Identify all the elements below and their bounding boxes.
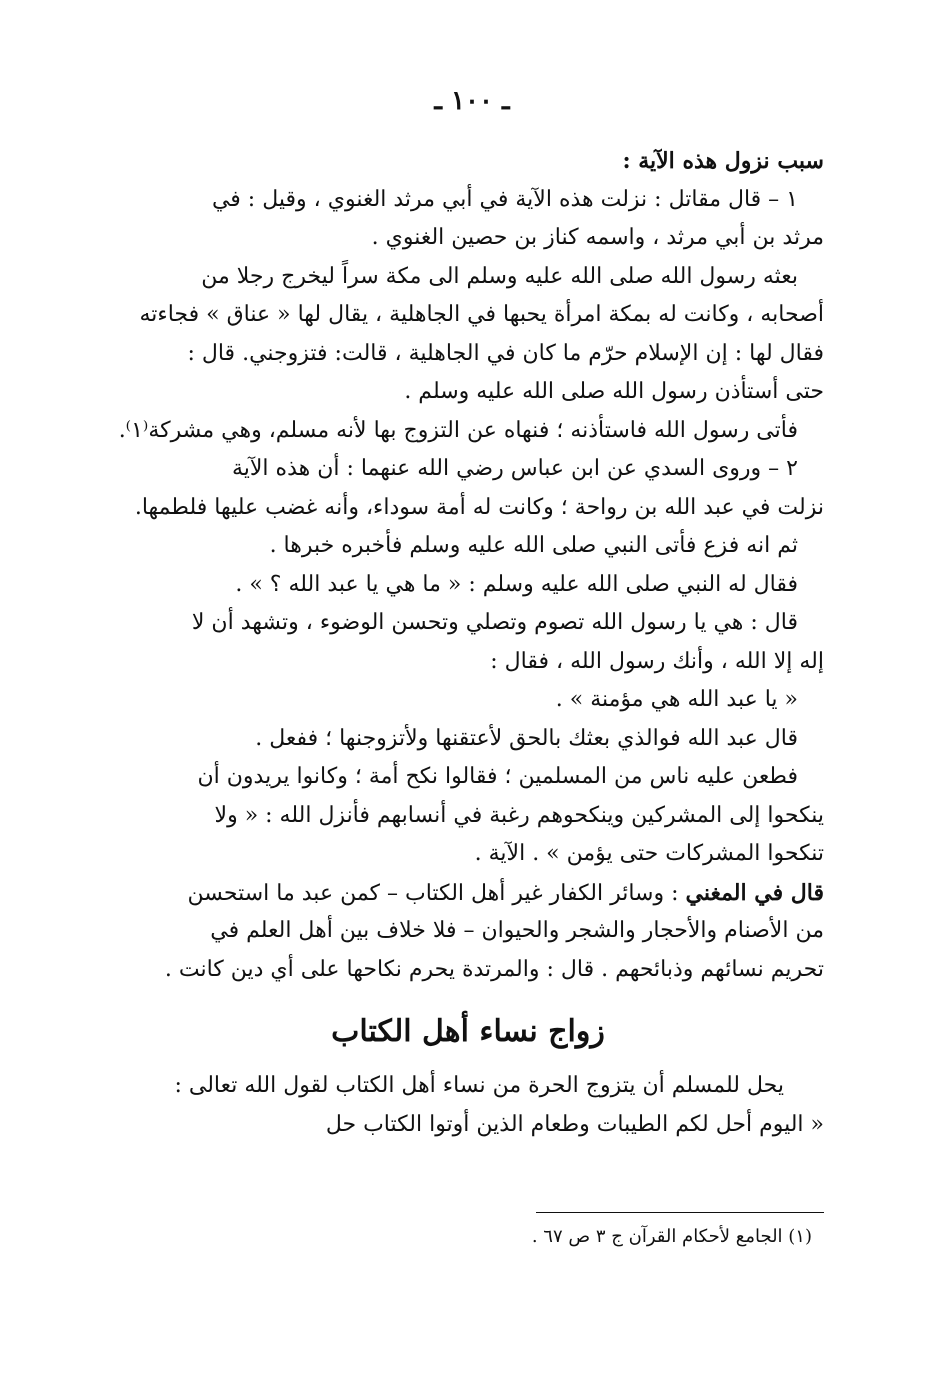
text-line: فطعن عليه ناس من المسلمين ؛ فقالوا نكح أمة ؛ وكانوا يريدون أن [197, 764, 798, 789]
text-line: إله إلا الله ، وأنك رسول الله ، فقال : [490, 648, 824, 674]
text-line: بعثه رسول الله صلى الله عليه وسلم الى مكة سراً ليخرج رجلا من [201, 263, 798, 289]
text-line [112, 874, 824, 913]
section-heading: سبب نزول هذه الآية : [622, 148, 824, 174]
text-line: ثم انه فزع فأتى النبي صلى الله عليه وسلم فأخبره خبرها . [269, 533, 798, 558]
footnote: (١) الجامع لأحكام القرآن ج ٣ ص ٦٧ . [531, 1226, 812, 1247]
text-line: ينكحوا إلى المشركين وينكحوهم رغبة في أنسابهم فأنزل الله : « ولا [214, 802, 824, 828]
text-line: مرثد بن أبي مرثد ، واسمه كناز بن حصين الغنوي . [371, 225, 824, 250]
text-line: قال : هي يا رسول الله تصوم وتصلي وتحسن الوضوء ، وتشهد أن لا [191, 610, 798, 635]
text-line: تحريم نسائهم وذبائحهم . قال : والمرتدة يحرم نكاحها على أي دين كانت . [164, 956, 824, 982]
text-line: فأتى رسول الله فاستأذنه ؛ فنهاه عن التزوج بها لأنه مسلم، وهي مشركة⁽١⁾. [118, 417, 798, 443]
text-line: تنكحوا المشركات حتى يؤمن » . الآية . [474, 841, 824, 866]
quran-verse-line: « اليوم أحل لكم الطيبات وطعام الذين أوتوا الكتاب حل [325, 1111, 824, 1137]
text-line: حتى أستأذن رسول الله صلى الله عليه وسلم . [404, 379, 824, 404]
text-line: قال عبد الله فوالذي بعثك بالحق لأعتقنها ولأتزوجنها ؛ ففعل . [255, 725, 798, 751]
text-line: يحل للمسلم أن يتزوج الحرة من نساء أهل الكتاب لقول الله تعالى : [174, 1073, 784, 1098]
text-line: « يا عبد الله هي مؤمنة » . [555, 687, 798, 712]
text-line: فقال لها : إن الإسلام حرّم ما كان في الجاهلية ، قالت: فتزوجني. قال : [187, 340, 824, 366]
main-text [112, 142, 824, 1144]
footnote-divider [536, 1212, 824, 1213]
chapter-title: زواج نساء أهل الكتاب [331, 1014, 605, 1049]
text-line: أصحابه ، وكانت له بمكة امرأة يحبها في الجاهلية ، يقال لها « عناق » فجاءته [139, 302, 824, 327]
mughni-label: قال في المغني [685, 879, 824, 906]
text-line: من الأصنام والأحجار والشجر والحيوان – فلا خلاف بين أهل العلم في [210, 918, 824, 943]
page-number: ـ ١٠٠ ـ [434, 86, 510, 116]
text-line: فقال له النبي صلى الله عليه وسلم : « ما هي يا عبد الله ؟ » . [235, 571, 798, 597]
text-line: ١ – قال مقاتل : نزلت هذه الآية في أبي مرثد الغنوي ، وقيل : في [211, 186, 798, 212]
text-line: نزلت في عبد الله بن رواحة ؛ وكانت له أمة سوداء، وأنه غضب عليها فلطمها. [134, 494, 824, 520]
mughni-text: : وسائر الكفار غير أهل الكتاب – كمن عبد ما استحسن [187, 880, 679, 906]
text-line: ٢ – وروى السدي عن ابن عباس رضي الله عنهما : أن هذه الآية [231, 456, 798, 481]
